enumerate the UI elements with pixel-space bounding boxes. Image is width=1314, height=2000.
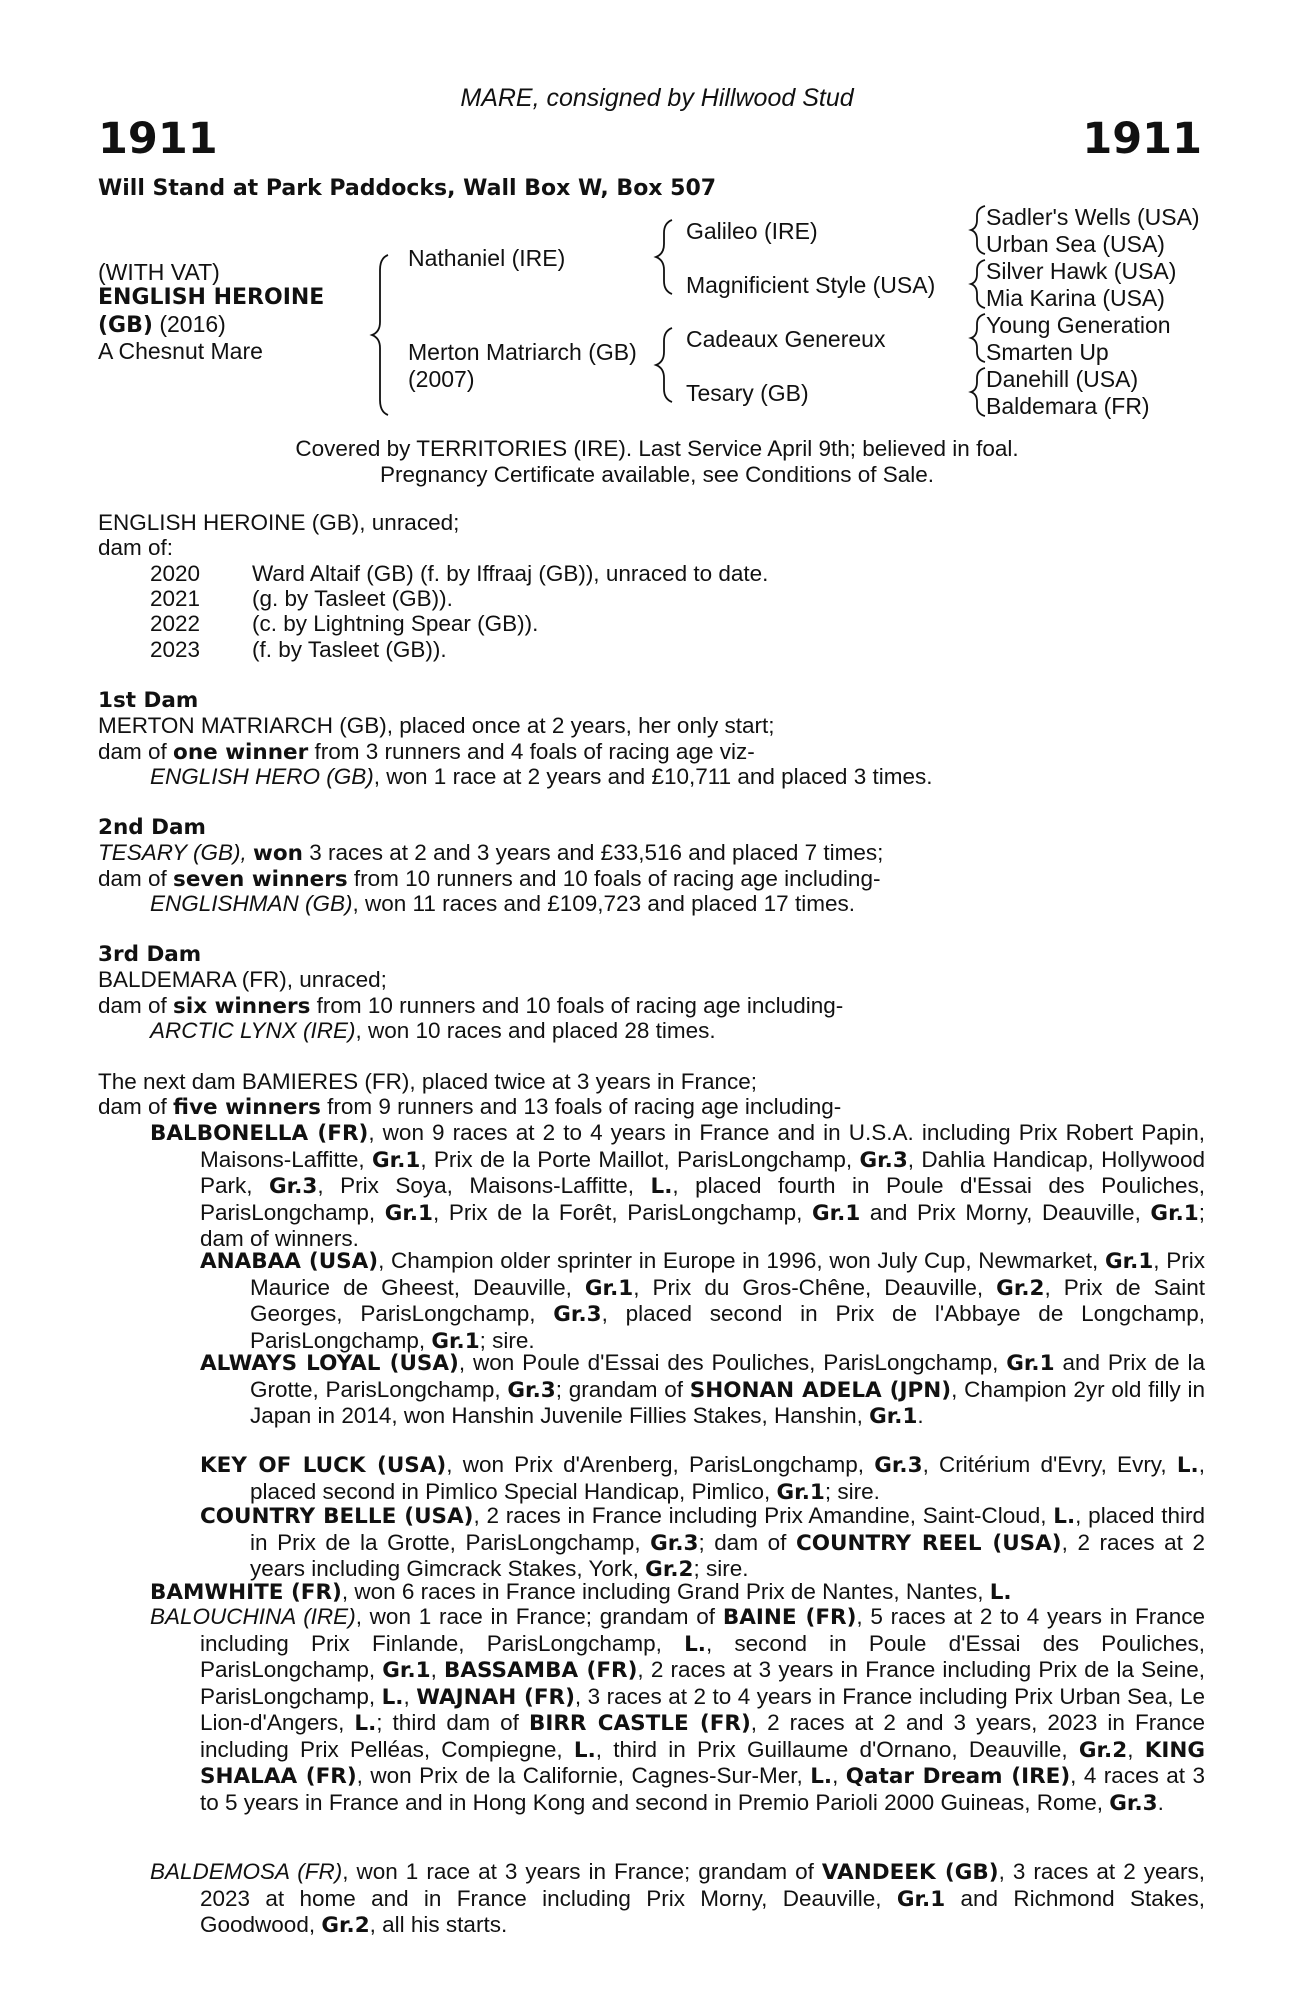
third-dam-line-2 [98, 993, 843, 1020]
grade: Gr.3 [859, 1147, 908, 1173]
horse-description: A Chesnut Mare [98, 338, 263, 364]
winner-count: five winners [173, 1095, 321, 1120]
first-dam-line-3 [150, 764, 932, 790]
grade: Gr.2 [645, 1557, 694, 1582]
grade: Gr.1 [869, 1404, 918, 1429]
text: , [403, 1683, 417, 1709]
text: and Prix Morny, Deauville, [860, 1199, 1151, 1225]
horse-name: BIRR CASTLE (FR) [528, 1711, 751, 1736]
covering-line-1: Covered by TERRITORIES (IRE). Last Service April 9th; believed in foal. [295, 436, 1019, 461]
bracket-main [372, 255, 388, 415]
text: , Dahlia Handicap, Hollywood Park, [200, 1146, 1205, 1198]
grade: Gr.1 [1104, 1249, 1154, 1274]
text: . [1157, 1789, 1164, 1815]
third-dam-heading: 3rd Dam [98, 942, 202, 967]
entry-baldemosa [150, 1859, 1205, 1939]
grade: Gr.1 [382, 1658, 431, 1683]
produce-text-2022: (c. by Lightning Spear (GB)). [252, 611, 539, 636]
bracket-g1 [971, 206, 985, 254]
text: from 10 runners and 10 foals of racing age including- [347, 866, 881, 891]
sire-name: Nathaniel (IRE) [408, 245, 566, 271]
winner-count: seven winners [173, 867, 348, 892]
grade: Gr.1 [1150, 1200, 1199, 1226]
grade: Gr.1 [1006, 1351, 1055, 1376]
text: , placed fourth in Poule d'Essai des Pouliches, ParisLongchamp, [200, 1173, 1205, 1225]
grade: Gr.3 [507, 1377, 556, 1403]
horse-name: VANDEEK (GB) [821, 1860, 999, 1885]
text: , won 1 race at 2 years and £10,711 and placed 3 times. [373, 764, 933, 789]
entry-always-loyal [200, 1350, 1205, 1430]
gen3-5: Young Generation [986, 312, 1171, 338]
text: ; sire. [693, 1556, 749, 1581]
grade: L. [810, 1764, 833, 1789]
sire-sire: Galileo (IRE) [686, 218, 818, 244]
grade: L. [573, 1737, 596, 1763]
horse-name: COUNTRY BELLE (USA) [200, 1504, 474, 1529]
produce-dam-of: dam of: [98, 535, 174, 560]
text: , Critérium d'Evry, Evry, [922, 1452, 1177, 1477]
next-dam-line-1: The next dam BAMIERES (FR), placed twice at 3 years in France; [98, 1069, 757, 1094]
text: ; third dam of [376, 1710, 529, 1735]
text: , Prix de la Forêt, ParisLongchamp, [433, 1199, 812, 1225]
grade: Gr.2 [321, 1913, 370, 1938]
grade: Gr.2 [1078, 1737, 1128, 1763]
text: , placed third in Prix de la Grotte, ParisLongchamp, [250, 1503, 1205, 1555]
text: , won 9 races at 2 to 4 years in France and in U.S.A. including Prix Robert Papin, Maisons-Laffitte, [200, 1120, 1205, 1172]
horse-name: Qatar Dream (IRE) [845, 1764, 1071, 1789]
offspring-name: ENGLISH HERO (GB) [150, 764, 374, 789]
dam-sire: Cadeaux Genereux [686, 326, 886, 352]
gen3-3: Silver Hawk (USA) [986, 258, 1177, 284]
text: dam of [98, 993, 174, 1018]
text: , 3 races at 2 to 4 years in France including Prix Urban Sea, Le Lion-d'Angers, [200, 1683, 1205, 1735]
text: ; sire. [479, 1327, 535, 1353]
bracket-g4 [971, 368, 985, 416]
horse-name: COUNTRY REEL (USA) [796, 1530, 1062, 1556]
text: , third in Prix Guillaume d'Ornano, Deauville, [595, 1736, 1079, 1762]
text: , Champion 2yr old filly in Japan in 2014, won Hanshin Juvenile Fillies Stakes, Hanshin, [250, 1376, 1205, 1428]
consignor-line: MARE, consigned by Hillwood Stud [460, 84, 854, 112]
produce-text-2021: (g. by Tasleet (GB)). [252, 586, 453, 611]
text: from 10 runners and 10 foals of racing age including- [310, 993, 844, 1018]
text: , won Prix d'Arenberg, ParisLongchamp, [446, 1452, 875, 1477]
text: , won 1 race in France; grandam of [355, 1604, 723, 1629]
text: , 4 races at 3 to 5 years in France and in Hong Kong and second in Premio Parioli 2000 Guineas, Rome, [200, 1763, 1205, 1815]
text: ; grandam of [555, 1376, 690, 1402]
winner-count: six winners [173, 994, 311, 1019]
second-dam-line-2 [98, 866, 880, 893]
text: and Richmond Stakes, Goodwood, [200, 1885, 1206, 1937]
text: , placed second in Pimlico Special Handicap, Pimlico, [250, 1452, 1205, 1504]
grade: L. [1053, 1504, 1076, 1529]
offspring-name: ARCTIC LYNX (IRE) [150, 1018, 356, 1043]
dam-name: Merton Matriarch (GB) [408, 339, 637, 365]
horse-name: BALOUCHINA (IRE) [150, 1604, 356, 1629]
text: , [832, 1763, 846, 1788]
text: , won Prix de la Californie, Cagnes-Sur-Mer, [356, 1763, 811, 1788]
horse-name: KEY OF LUCK (USA) [200, 1453, 447, 1478]
grade: L. [989, 1580, 1012, 1605]
text: , won 6 races in France including Grand Prix de Nantes, Nantes, [341, 1579, 990, 1604]
horse-country: (GB) [98, 313, 153, 338]
entry-country-belle [200, 1503, 1205, 1583]
text: , won 1 race at 3 years in France; grandam of [342, 1859, 822, 1884]
entry-key-of-luck [200, 1452, 1205, 1505]
grade: Gr.1 [384, 1200, 434, 1226]
grade: Gr.3 [1109, 1790, 1158, 1816]
text: from 9 runners and 13 foals of racing age including- [320, 1094, 842, 1119]
text: , 2 races at 2 years including Gimcrack Stakes, York, [250, 1529, 1206, 1581]
horse-name: BALDEMOSA (FR) [150, 1859, 343, 1884]
horse-name: SHONAN ADELA (JPN) [689, 1377, 952, 1403]
bracket-sire [656, 220, 672, 294]
second-dam-heading: 2nd Dam [98, 815, 206, 840]
text: , placed second in Prix de l'Abbaye de Longchamp, ParisLongchamp, [250, 1301, 1205, 1353]
grade: L. [381, 1684, 404, 1710]
dam-name: TESARY (GB) [98, 840, 241, 865]
text: , won 11 races and £109,723 and placed 17 times. [352, 891, 855, 916]
grade: Gr.1 [776, 1479, 825, 1505]
stand-location: Will Stand at Park Paddocks, Wall Box W, Box 507 [98, 176, 717, 201]
grade: L. [1176, 1453, 1199, 1478]
text: , Prix Maurice de Gheest, Deauville, [250, 1248, 1205, 1300]
text: dam of [98, 739, 174, 764]
text: , won Poule d'Essai des Pouliches, ParisLongchamp, [458, 1350, 1007, 1375]
text: dam of [98, 1094, 174, 1119]
text: , 3 races at 2 years, 2023 at home and in France including Prix Morny, Deauville, [200, 1859, 1206, 1911]
entry-balouchina [150, 1604, 1205, 1816]
gen3-8: Baldemara (FR) [986, 393, 1150, 419]
text: , 2 races in France including Prix Amandine, Saint-Cloud, [473, 1503, 1054, 1528]
text: , Champion older sprinter in Europe in 1996, won July Cup, Newmarket, [378, 1248, 1105, 1273]
gen3-1: Sadler's Wells (USA) [986, 204, 1200, 230]
text: dam of [98, 866, 174, 891]
won-label: won [253, 841, 303, 866]
horse-name: ENGLISH HEROINE [98, 285, 325, 310]
entry-balbonella [150, 1120, 1205, 1252]
produce-year-2022: 2022 [150, 611, 201, 636]
text: , won 10 races and placed 28 times. [355, 1018, 716, 1043]
gen3-4: Mia Karina (USA) [986, 285, 1165, 311]
lot-number-left: 1911 [98, 114, 218, 164]
produce-year-2020: 2020 [150, 561, 201, 586]
third-dam-line-1: BALDEMARA (FR), unraced; [98, 967, 387, 992]
text: , Prix de Saint Georges, ParisLongchamp, [250, 1274, 1205, 1326]
grade: Gr.1 [896, 1886, 946, 1912]
produce-intro: ENGLISH HEROINE (GB), unraced; [98, 510, 460, 535]
horse-name: BALBONELLA (FR) [150, 1121, 369, 1146]
bracket-g3 [971, 314, 985, 362]
grade: Gr.1 [372, 1147, 421, 1173]
grade: L. [684, 1631, 706, 1657]
covering-line-2: Pregnancy Certificate available, see Conditions of Sale. [379, 461, 935, 487]
text: , 5 races at 2 to 4 years in France including Prix Finlande, ParisLongchamp, [200, 1604, 1205, 1656]
text: , second in Poule d'Essai des Pouliches, ParisLongchamp, [200, 1630, 1205, 1682]
text: , Prix Soya, Maisons-Laffitte, [317, 1173, 651, 1198]
text: , Prix du Gros-Chêne, Deauville, [633, 1274, 997, 1300]
produce-year-2021: 2021 [150, 586, 201, 611]
produce-text-2020: Ward Altaif (GB) (f. by Iffraaj (GB)), unraced to date. [252, 561, 769, 586]
text: , 2 races at 2 and 3 years, 2023 in France including Prix Pelléas, Compiegne, [200, 1710, 1205, 1762]
text: , all his starts. [369, 1912, 508, 1937]
bracket-g2 [971, 260, 985, 308]
winner-count: one winner [173, 740, 309, 765]
second-dam-line-3 [150, 891, 855, 917]
grade: Gr.1 [431, 1328, 480, 1354]
text: ; dam of winners. [200, 1199, 1205, 1251]
text: , [1127, 1736, 1145, 1762]
horse-name: BAMWHITE (FR) [150, 1580, 342, 1605]
dam-dam: Tesary (GB) [686, 380, 809, 406]
horse-name: ANABAA (USA) [200, 1249, 379, 1274]
horse-year: (2016) [159, 311, 226, 337]
text: , Prix de la Porte Maillot, ParisLongchamp, [420, 1146, 860, 1172]
grade: Gr.3 [650, 1530, 699, 1556]
text: 3 races at 2 and 3 years and £33,516 and placed 7 times; [303, 840, 884, 865]
horse-name: WAJNAH (FR) [416, 1684, 575, 1710]
lot-number-right: 1911 [1082, 114, 1202, 164]
next-dam-line-2 [98, 1094, 841, 1121]
text: and Prix de la Grotte, ParisLongchamp, [250, 1350, 1205, 1402]
text: . [917, 1403, 924, 1428]
grade: L. [354, 1711, 377, 1736]
covering-note [0, 436, 1314, 487]
text: , 2 races at 3 years in France including Prix de la Seine, ParisLongchamp, [200, 1657, 1205, 1709]
grade: Gr.2 [996, 1275, 1045, 1301]
first-dam-heading: 1st Dam [98, 688, 199, 713]
horse-name: BAINE (FR) [722, 1605, 857, 1630]
text: ; sire. [824, 1478, 880, 1504]
bracket-dam [656, 328, 672, 402]
text: , [430, 1657, 445, 1682]
grade: Gr.3 [874, 1453, 923, 1478]
sire-dam: Magnificient Style (USA) [686, 272, 936, 298]
produce-text-2023: (f. by Tasleet (GB)). [252, 637, 447, 662]
first-dam-line-2 [98, 739, 755, 766]
horse-name: KING SHALAA (FR) [200, 1737, 1205, 1789]
vat-note: (WITH VAT) [98, 259, 220, 285]
grade: L. [650, 1174, 673, 1199]
second-dam-line-1: TESARY (GB), won 3 races at 2 and 3 years and £33,516 and placed 7 times; [98, 840, 884, 866]
horse-name: BASSAMBA (FR) [444, 1658, 638, 1683]
grade: Gr.3 [553, 1302, 602, 1327]
entry-anabaa [200, 1248, 1205, 1354]
gen3-7: Danehill (USA) [986, 366, 1139, 392]
grade: Gr.3 [269, 1174, 318, 1199]
third-dam-line-3 [150, 1018, 716, 1044]
offspring-name: ENGLISHMAN (GB) [150, 891, 353, 916]
grade: Gr.1 [584, 1275, 634, 1301]
text: from 3 runners and 4 foals of racing age viz- [308, 739, 755, 764]
entry-bamwhite [150, 1579, 1205, 1606]
gen3-6: Smarten Up [986, 339, 1109, 365]
produce-year-2023: 2023 [150, 637, 201, 662]
gen3-2: Urban Sea (USA) [986, 231, 1165, 257]
text: ; dam of [698, 1529, 796, 1555]
dam-year: (2007) [408, 366, 475, 392]
grade: Gr.1 [811, 1200, 861, 1226]
first-dam-line-1: MERTON MATRIARCH (GB), placed once at 2 years, her only start; [98, 713, 775, 738]
horse-name: ALWAYS LOYAL (USA) [200, 1351, 459, 1376]
